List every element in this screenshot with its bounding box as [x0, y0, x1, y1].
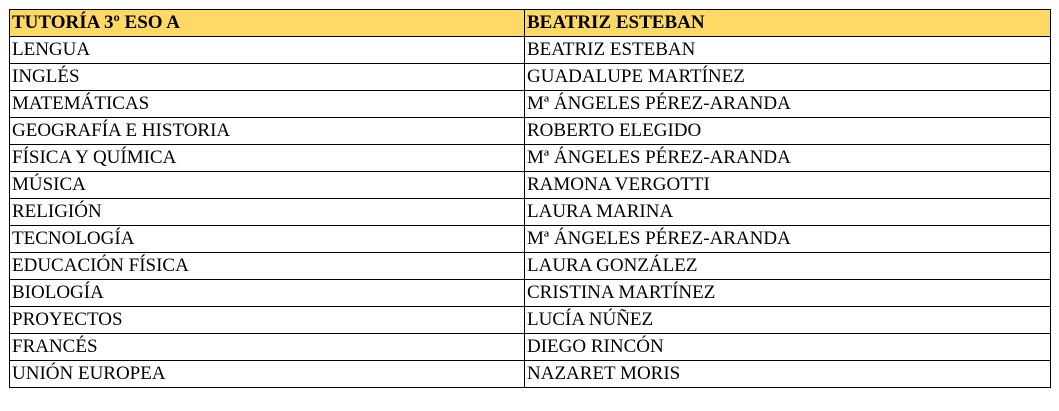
subject-cell: MATEMÁTICAS — [10, 91, 525, 118]
table-row — [10, 334, 1051, 361]
teacher-cell: RAMONA VERGOTTI — [525, 172, 1051, 199]
subject-cell: UNIÓN EUROPEA — [10, 361, 525, 388]
table-row — [10, 37, 1051, 64]
table-row — [10, 64, 1051, 91]
teacher-cell: Mª ÁNGELES PÉREZ-ARANDA — [525, 91, 1051, 118]
subject-cell: MÚSICA — [10, 172, 525, 199]
teacher-cell: Mª ÁNGELES PÉREZ-ARANDA — [525, 226, 1051, 253]
teacher-cell: BEATRIZ ESTEBAN — [525, 37, 1051, 64]
teacher-cell: Mª ÁNGELES PÉREZ-ARANDA — [525, 145, 1051, 172]
teacher-cell: LAURA GONZÁLEZ — [525, 253, 1051, 280]
subject-cell: PROYECTOS — [10, 307, 525, 334]
subject-cell: GEOGRAFÍA E HISTORIA — [10, 118, 525, 145]
teacher-cell: CRISTINA MARTÍNEZ — [525, 280, 1051, 307]
table-row — [10, 361, 1051, 388]
subject-cell: FRANCÉS — [10, 334, 525, 361]
teacher-cell: DIEGO RINCÓN — [525, 334, 1051, 361]
teacher-cell: LAURA MARINA — [525, 199, 1051, 226]
table-body — [10, 10, 1051, 388]
subject-cell: BIOLOGÍA — [10, 280, 525, 307]
header-tutor-cell: BEATRIZ ESTEBAN — [525, 10, 1051, 37]
subject-cell: EDUCACIÓN FÍSICA — [10, 253, 525, 280]
table-header-row — [10, 10, 1051, 37]
teacher-cell: LUCÍA NÚÑEZ — [525, 307, 1051, 334]
teacher-cell: GUADALUPE MARTÍNEZ — [525, 64, 1051, 91]
table-row — [10, 253, 1051, 280]
subject-cell: RELIGIÓN — [10, 199, 525, 226]
subject-cell: FÍSICA Y QUÍMICA — [10, 145, 525, 172]
table-row — [10, 307, 1051, 334]
table-row — [10, 226, 1051, 253]
subject-cell: INGLÉS — [10, 64, 525, 91]
table-row — [10, 118, 1051, 145]
table-row — [10, 199, 1051, 226]
subject-cell: LENGUA — [10, 37, 525, 64]
table-row — [10, 172, 1051, 199]
subject-cell: TECNOLOGÍA — [10, 226, 525, 253]
tutoring-schedule-table — [9, 9, 1051, 388]
header-group-cell: TUTORÍA 3º ESO A — [10, 10, 525, 37]
table-row — [10, 91, 1051, 118]
teacher-cell: NAZARET MORIS — [525, 361, 1051, 388]
table-row — [10, 280, 1051, 307]
teacher-cell: ROBERTO ELEGIDO — [525, 118, 1051, 145]
table-row — [10, 145, 1051, 172]
